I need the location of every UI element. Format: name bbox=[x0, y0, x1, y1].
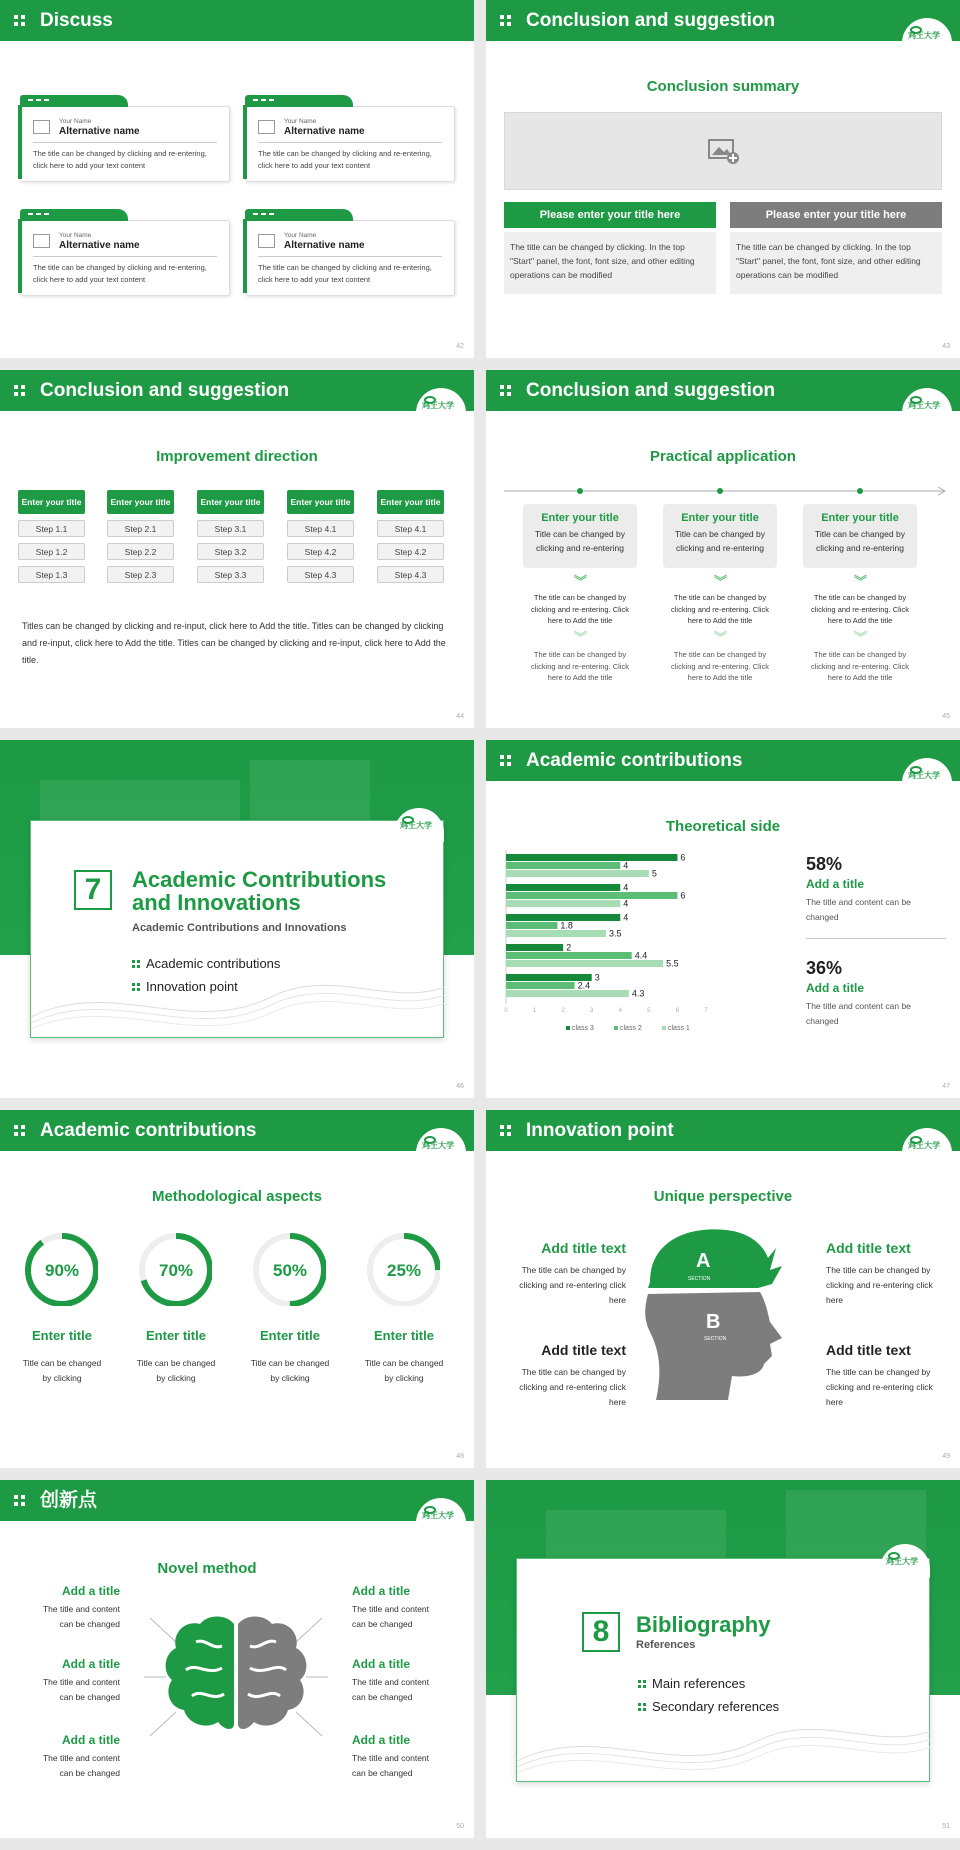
bar-value-label: 4 bbox=[623, 860, 629, 871]
step-column bbox=[197, 490, 264, 583]
slide-section-7[interactable] bbox=[0, 740, 474, 1098]
ring-value-label: 25% bbox=[386, 1261, 422, 1280]
double-chevron-down-icon: ︾ bbox=[714, 574, 728, 589]
section-subtitle: Unique perspective bbox=[653, 1188, 793, 1205]
card-tab bbox=[245, 95, 353, 107]
section-subtitle: References bbox=[636, 1639, 696, 1651]
section-bullet[interactable]: Academic contributions bbox=[132, 956, 280, 971]
image-placeholder-icon bbox=[258, 234, 275, 248]
grid-dots-icon bbox=[500, 15, 512, 27]
step-box[interactable]: Step 4.3 bbox=[287, 566, 354, 583]
section-subtitle: Methodological aspects bbox=[151, 1188, 323, 1205]
legend-swatch bbox=[662, 1026, 666, 1030]
step-box[interactable]: Step 4.3 bbox=[377, 566, 444, 583]
step-box[interactable]: Step 2.2 bbox=[107, 543, 174, 560]
bar bbox=[506, 930, 606, 937]
progress-ring bbox=[22, 1230, 98, 1306]
column-title[interactable]: Enter your title bbox=[18, 490, 85, 514]
page-number: 48 bbox=[456, 1453, 464, 1460]
item-title: Add title text bbox=[826, 1342, 911, 1358]
title-box-gray[interactable]: Please enter your title here bbox=[730, 202, 942, 228]
item-text: The title can be changed by clicking and re-entering click here bbox=[519, 1265, 626, 1305]
step-box[interactable]: Step 4.1 bbox=[287, 520, 354, 537]
step-box[interactable]: Step 4.2 bbox=[287, 543, 354, 560]
item-title: Add title text bbox=[826, 1240, 911, 1256]
university-logo: 鸡王大学 bbox=[880, 1544, 930, 1580]
legend-label: class 2 bbox=[620, 1025, 642, 1032]
bar-value-label: 2.4 bbox=[577, 980, 591, 991]
slide-novel-method[interactable] bbox=[0, 1480, 474, 1838]
bar-value-label: 6 bbox=[680, 852, 686, 863]
step-box[interactable]: Step 1.1 bbox=[18, 520, 85, 537]
profile-card[interactable]: Your Name Alternative name The title can be changed by clicking and re-entering, click here to add your text content bbox=[20, 220, 230, 296]
grid-dots-icon bbox=[132, 960, 140, 968]
svg-text:A: A bbox=[696, 1250, 711, 1272]
application-card[interactable]: Enter your title Title can be changed by clicking and re-entering bbox=[523, 504, 637, 568]
bar-value-label: 4.3 bbox=[631, 988, 645, 999]
card-tab bbox=[20, 209, 128, 221]
item-title: Add a title bbox=[352, 1584, 411, 1598]
grid-dots-icon bbox=[500, 385, 512, 397]
ring-value-label: 70% bbox=[158, 1261, 194, 1280]
page-number: 46 bbox=[456, 1083, 464, 1090]
bar-value-label: 3.5 bbox=[609, 928, 622, 939]
item-text: The title can be changed by clicking and re-entering click here bbox=[519, 1367, 626, 1407]
step-box[interactable]: Step 4.2 bbox=[377, 543, 444, 560]
bar bbox=[506, 870, 649, 877]
slide-header bbox=[0, 1110, 474, 1151]
legend-swatch bbox=[614, 1026, 618, 1030]
item-text: The title and content can be changed bbox=[352, 1753, 430, 1778]
slide-title: Conclusion and suggestion bbox=[40, 380, 290, 401]
stat-title: Add a title bbox=[806, 981, 865, 995]
card-tab bbox=[20, 95, 128, 107]
card-tab bbox=[245, 209, 353, 221]
university-logo: 鸡王大学 bbox=[416, 1128, 466, 1164]
stat-value: 58% bbox=[806, 854, 843, 874]
double-chevron-down-icon: ︾ bbox=[574, 630, 588, 645]
section-subtitle: Novel method bbox=[157, 1560, 257, 1577]
item-title: Add title text bbox=[541, 1342, 626, 1358]
bar-value-label: 4 bbox=[623, 898, 629, 909]
image-placeholder-icon bbox=[33, 234, 50, 248]
svg-text:SECTION: SECTION bbox=[688, 1276, 711, 1282]
slide-section-8[interactable] bbox=[486, 1480, 960, 1838]
section-bullet[interactable]: Innovation point bbox=[132, 979, 238, 994]
item-title: Add title text bbox=[541, 1240, 626, 1256]
ring-title: Enter title bbox=[32, 1328, 92, 1343]
timeline-arrow bbox=[486, 485, 960, 497]
section-title: Bibliography bbox=[636, 1612, 771, 1637]
bar-value-label: 6 bbox=[680, 890, 686, 901]
item-title: Add a title bbox=[352, 1733, 411, 1747]
column-title[interactable]: Enter your title bbox=[197, 490, 264, 514]
slide-improvement-direction[interactable] bbox=[0, 370, 474, 728]
item-text: The title and content can be changed bbox=[42, 1604, 120, 1629]
step-column bbox=[377, 490, 444, 583]
page-number: 43 bbox=[942, 343, 950, 350]
section-bullet[interactable]: Secondary references bbox=[638, 1699, 779, 1714]
double-chevron-down-icon: ︾ bbox=[854, 630, 868, 645]
ring-title: Enter title bbox=[146, 1328, 206, 1343]
section-bullet[interactable]: Main references bbox=[638, 1676, 745, 1691]
section-title: Academic Contributions and Innovations bbox=[132, 867, 387, 915]
step-box[interactable]: Step 2.3 bbox=[107, 566, 174, 583]
slide-unique-perspective[interactable] bbox=[486, 1110, 960, 1468]
step-box[interactable]: Step 4.1 bbox=[377, 520, 444, 537]
legend-swatch bbox=[566, 1026, 570, 1030]
item-title: Add a title bbox=[61, 1733, 120, 1747]
svg-text:B: B bbox=[706, 1311, 721, 1333]
step-column bbox=[18, 490, 85, 583]
bar bbox=[506, 922, 557, 929]
image-placeholder-icon bbox=[33, 120, 50, 134]
x-tick-label: 5 bbox=[647, 1008, 651, 1014]
slide-title: Academic contributions bbox=[40, 1120, 257, 1141]
title-box[interactable]: Please enter your title here bbox=[504, 202, 716, 228]
stat-title: Add a title bbox=[806, 877, 865, 891]
x-tick-label: 1 bbox=[532, 1008, 537, 1014]
profile-card[interactable]: Your Name Alternative name The title can be changed by clicking and re-entering, click here to add your text content bbox=[20, 106, 230, 182]
slide-header bbox=[0, 0, 474, 41]
university-logo: 鸡王大学 bbox=[902, 758, 952, 794]
section-subtitle: Academic Contributions and Innovations bbox=[132, 922, 347, 934]
slide-conclusion-summary[interactable] bbox=[486, 0, 960, 358]
bar bbox=[506, 952, 632, 959]
section-number: 7 bbox=[74, 870, 112, 910]
ring-text: Title can be changed by clicking bbox=[250, 1358, 330, 1383]
bar bbox=[506, 982, 575, 989]
bar-value-label: 4 bbox=[623, 912, 629, 923]
x-tick-label: 6 bbox=[675, 1008, 680, 1014]
slide-theoretical-side[interactable] bbox=[486, 740, 960, 1098]
ring-value-label: 90% bbox=[44, 1261, 80, 1280]
brain-icon bbox=[136, 1592, 336, 1762]
university-logo: 鸡王大学 bbox=[902, 1128, 952, 1164]
slide-header bbox=[486, 740, 960, 781]
x-tick-label: 4 bbox=[618, 1008, 622, 1014]
bar-value-label: 3 bbox=[594, 972, 600, 983]
slide-header bbox=[0, 1480, 474, 1521]
bar-value-label: 1.8 bbox=[560, 920, 573, 931]
step-box[interactable]: Step 3.3 bbox=[197, 566, 264, 583]
step-column bbox=[107, 490, 174, 583]
bar-value-label: 2 bbox=[566, 942, 572, 953]
bar-value-label: 4 bbox=[623, 882, 629, 893]
column-title[interactable]: Enter your title bbox=[107, 490, 174, 514]
page-number: 51 bbox=[942, 1823, 950, 1830]
bar bbox=[506, 960, 663, 967]
stat-value: 36% bbox=[806, 958, 843, 978]
item-text: The title can be changed by clicking and re-entering click here bbox=[826, 1265, 933, 1305]
item-text: The title and content can be changed bbox=[352, 1677, 430, 1702]
stat-text: The title and content can be changed bbox=[806, 1001, 911, 1026]
university-logo: 鸡王大学 bbox=[902, 388, 952, 424]
column-title[interactable]: Enter your title bbox=[287, 490, 354, 514]
ring-text: Title can be changed by clicking bbox=[364, 1358, 444, 1383]
section-card bbox=[516, 1558, 930, 1782]
profile-card[interactable]: Your Name Alternative name The title can be changed by clicking and re-entering, click here to add your text content bbox=[245, 106, 455, 182]
image-placeholder[interactable] bbox=[504, 112, 942, 190]
slide-discuss[interactable] bbox=[0, 0, 474, 358]
slide-title: 创新点 bbox=[40, 1490, 98, 1511]
double-chevron-down-icon: ︾ bbox=[854, 574, 868, 589]
university-logo: 鸡王大学 bbox=[902, 18, 952, 54]
progress-ring bbox=[250, 1230, 326, 1306]
page-number: 49 bbox=[942, 1453, 950, 1460]
x-tick-label: 0 bbox=[504, 1008, 508, 1014]
section-subtitle: Practical application bbox=[650, 448, 796, 465]
progress-ring bbox=[364, 1230, 440, 1306]
x-tick-label: 2 bbox=[561, 1008, 565, 1014]
slide-title: Academic contributions bbox=[526, 750, 743, 771]
stat-text: The title and content can be changed bbox=[806, 897, 911, 922]
grid-dots-icon bbox=[638, 1680, 646, 1688]
bar-value-label: 5 bbox=[651, 868, 657, 879]
svg-text:SECTION: SECTION bbox=[704, 1336, 727, 1342]
horizontal-bar-chart bbox=[496, 850, 746, 1050]
slide-methodological-aspects[interactable] bbox=[0, 1110, 474, 1468]
x-tick-label: 3 bbox=[590, 1008, 594, 1014]
bar bbox=[506, 900, 620, 907]
step-column bbox=[287, 490, 354, 583]
page-number: 50 bbox=[456, 1823, 464, 1830]
ring-value-label: 50% bbox=[272, 1261, 308, 1280]
bar bbox=[506, 862, 620, 869]
university-logo: 鸡王大学 bbox=[394, 808, 444, 844]
profile-card[interactable]: Your Name Alternative name The title can be changed by clicking and re-entering, click here to add your text content bbox=[245, 220, 455, 296]
item-text: The title and content can be changed bbox=[42, 1753, 120, 1778]
add-image-icon bbox=[708, 137, 740, 165]
x-tick-label: 7 bbox=[704, 1008, 708, 1014]
slide-title: Innovation point bbox=[526, 1120, 674, 1141]
bar-value-label: 5.5 bbox=[666, 958, 679, 969]
slide-header bbox=[486, 0, 960, 41]
grid-dots-icon bbox=[14, 1495, 26, 1507]
application-card[interactable]: Enter your title Title can be changed by clicking and re-entering bbox=[663, 504, 777, 568]
page-number: 45 bbox=[942, 713, 950, 720]
page-number: 47 bbox=[942, 1083, 950, 1090]
body-text: Titles can be changed by clicking and re-input, click here to Add the title. Titles can be changed by clicking and re-input, click here to Add the title. Titles can be changed by clicking and re-input, click here to Add the title. bbox=[22, 621, 446, 665]
bar bbox=[506, 854, 677, 861]
bar bbox=[506, 884, 620, 891]
grid-dots-icon bbox=[500, 1125, 512, 1137]
legend-label: class 3 bbox=[572, 1025, 594, 1032]
human-head-icon bbox=[636, 1222, 796, 1402]
item-title: Add a title bbox=[61, 1657, 120, 1671]
university-logo: 鸡王大学 bbox=[416, 388, 466, 424]
double-chevron-down-icon: ︾ bbox=[574, 574, 588, 589]
step-box[interactable]: Step 3.1 bbox=[197, 520, 264, 537]
grid-dots-icon bbox=[132, 983, 140, 991]
bar-value-label: 4.4 bbox=[634, 950, 648, 961]
slide-title: Conclusion and suggestion bbox=[526, 10, 776, 31]
item-text: The title and content can be changed bbox=[352, 1604, 430, 1629]
grid-dots-icon bbox=[14, 1125, 26, 1137]
ring-title: Enter title bbox=[260, 1328, 320, 1343]
item-text: The title and content can be changed bbox=[42, 1677, 120, 1702]
grid-dots-icon bbox=[14, 15, 26, 27]
slide-header bbox=[486, 1110, 960, 1151]
step-box[interactable]: Step 3.2 bbox=[197, 543, 264, 560]
ring-text: Title can be changed by clicking bbox=[22, 1358, 102, 1383]
ring-text: Title can be changed by clicking bbox=[136, 1358, 216, 1383]
progress-ring bbox=[136, 1230, 212, 1306]
bar bbox=[506, 892, 677, 899]
step-box[interactable]: Step 2.1 bbox=[107, 520, 174, 537]
slide-header bbox=[486, 370, 960, 411]
grid-dots-icon bbox=[14, 385, 26, 397]
slide-title: Discuss bbox=[40, 10, 113, 31]
legend-label: class 1 bbox=[668, 1025, 690, 1032]
section-subtitle: Theoretical side bbox=[665, 818, 781, 835]
slide-header bbox=[0, 370, 474, 411]
application-card[interactable]: Enter your title Title can be changed by clicking and re-entering bbox=[803, 504, 917, 568]
section-subtitle: Improvement direction bbox=[156, 448, 318, 465]
bar bbox=[506, 944, 563, 951]
double-chevron-down-icon: ︾ bbox=[714, 630, 728, 645]
text-panel: The title can be changed by clicking. In the top "Start" panel, the font, font size, and other editing operations can be modified bbox=[730, 232, 942, 294]
item-title: Add a title bbox=[61, 1584, 120, 1598]
section-subtitle: Conclusion summary bbox=[646, 78, 800, 95]
bar bbox=[506, 990, 629, 997]
text-panel: The title can be changed by clicking. In the top "Start" panel, the font, font size, and other editing operations can be modified bbox=[504, 232, 716, 294]
column-title[interactable]: Enter your title bbox=[377, 490, 444, 514]
ring-title: Enter title bbox=[374, 1328, 434, 1343]
university-logo: 鸡王大学 bbox=[416, 1498, 466, 1534]
slide-practical-application[interactable]: Conclusion and suggestion 鸡王大学 Practical application Enter your title Title can be changed by clicking and re-entering Enter your title Title can be changed by clicking and re-entering Enter your title Title can be changed by clicking and re-entering ︾ ︾ ︾ The title can be changed by clicking and re-entering. Click here to Add the title The title can be changed by clicking and re-entering. Click here to Add the title The title can be changed by clicking and re-entering. Click here to Add the title ︾ ︾ ︾ The title can be changed by clicking and re-entering. Click here to Add the title The title can be changed by clicking and re-entering. Click here to Add the title The title can be changed by clicking and re-entering. Click here to Add the title 45 bbox=[486, 370, 960, 728]
grid-dots-icon bbox=[500, 755, 512, 767]
image-placeholder-icon bbox=[258, 120, 275, 134]
item-title: Add a title bbox=[352, 1657, 411, 1671]
item-text: The title can be changed by clicking and re-entering click here bbox=[826, 1367, 933, 1407]
page-number: 42 bbox=[456, 343, 464, 350]
slide-title: Conclusion and suggestion bbox=[526, 380, 776, 401]
page-number: 44 bbox=[456, 713, 464, 720]
section-number: 8 bbox=[582, 1612, 620, 1652]
step-box[interactable]: Step 1.2 bbox=[18, 543, 85, 560]
grid-dots-icon bbox=[638, 1703, 646, 1711]
step-box[interactable]: Step 1.3 bbox=[18, 566, 85, 583]
